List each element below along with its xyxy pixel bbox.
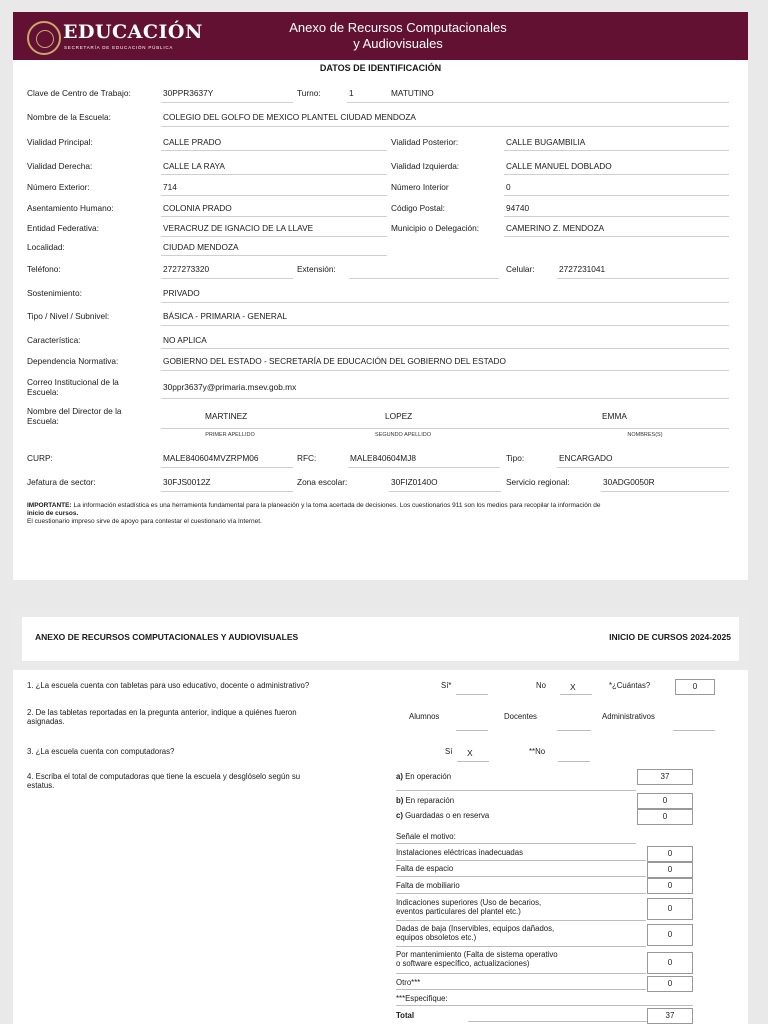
jefatura-value: 30FJS0012Z <box>163 477 211 487</box>
motivo-otro-field[interactable]: 0 <box>647 976 693 992</box>
document-title <box>248 20 548 52</box>
dependencia-label: Dependencia Normativa: <box>27 356 119 366</box>
question-1: 1. ¿La escuela cuenta con tabletas para uso educativo, docente o administrativo? <box>27 681 310 690</box>
jefatura-label: Jefatura de sector: <box>27 477 96 487</box>
motivo-electricas-field[interactable]: 0 <box>647 846 693 862</box>
q4a-text: En operación <box>402 772 452 781</box>
q4c-field[interactable]: 0 <box>637 809 693 825</box>
segundo-apellido-value: LOPEZ <box>385 411 413 421</box>
vialidad-posterior-value: CALLE BUGAMBILIA <box>506 137 586 147</box>
important-note <box>27 502 727 526</box>
q3-si-label: Sí <box>445 747 453 756</box>
question-4-line-1: 4. Escriba el total de computadoras que tiene la escuela y desglóselo según su <box>27 772 301 781</box>
localidad-label: Localidad: <box>27 242 65 252</box>
nombre-label: Nombre de la Escuela: <box>27 112 111 122</box>
note-bold: IMPORTANTE: <box>27 502 72 509</box>
q4b-letter: b) <box>396 796 404 805</box>
motivo-espacio-field[interactable]: 0 <box>647 862 693 878</box>
municipio-value: CAMERINO Z. MENDOZA <box>506 223 605 233</box>
especifique-label: ***Especifique: <box>396 994 448 1003</box>
q4b-text: En reparación <box>403 796 455 805</box>
numero-exterior-label: Número Exterior: <box>27 182 90 192</box>
identification-card <box>13 60 748 580</box>
curp-value: MALE840604MVZRPM06 <box>163 453 259 463</box>
title-line-2: y Audiovisuales <box>353 36 443 51</box>
sostenimiento-value: PRIVADO <box>163 288 200 298</box>
motivo-mantenimiento-1: Por mantenimiento (Falta de sistema operativo <box>396 950 558 959</box>
vialidad-izquierda-label: Vialidad Izquierda: <box>391 161 460 171</box>
segundo-apellido-caption: SEGUNDO APELLIDO <box>375 432 431 438</box>
telefono-label: Teléfono: <box>27 264 61 274</box>
entidad-label: Entidad Federativa: <box>27 223 99 233</box>
tipo-value: ENCARGADO <box>559 453 613 463</box>
numero-interior-value: 0 <box>506 182 511 192</box>
q1-no-label: No <box>536 681 546 690</box>
q4b-field[interactable]: 0 <box>637 793 693 809</box>
extension-label: Extensión: <box>297 264 336 274</box>
municipio-label: Municipio o Delegación: <box>391 223 480 233</box>
turno-value: MATUTINO <box>391 88 434 98</box>
question-4-line-2: estatus. <box>27 781 55 790</box>
question-2-line-2: asignadas. <box>27 717 65 726</box>
motivo-baja-1: Dadas de baja (Inservibles, equipos dañados, <box>396 924 555 933</box>
q4a-label <box>396 772 451 781</box>
localidad-value: CIUDAD MENDOZA <box>163 242 239 252</box>
codigo-postal-value: 94740 <box>506 203 530 213</box>
motivo-mobiliario: Falta de mobiliario <box>396 881 460 890</box>
motivo-label: Señale el motivo: <box>396 832 456 841</box>
motivo-electricas: Instalaciones eléctricas inadecuadas <box>396 848 523 857</box>
q1-si-label: Sí* <box>441 681 452 690</box>
caracteristica-label: Característica: <box>27 335 81 345</box>
vialidad-derecha-value: CALLE LA RAYA <box>163 161 225 171</box>
dependencia-value: GOBIERNO DEL ESTADO - SECRETARÍA DE EDUCACIÓN DEL GOBIERNO DEL ESTADO <box>163 356 506 366</box>
coat-of-arms-icon <box>27 21 61 55</box>
q4b-label <box>396 796 454 805</box>
correo-label-2: Escuela: <box>27 387 59 397</box>
nombres-value: EMMA <box>602 411 627 421</box>
telefono-value: 2727273320 <box>163 264 210 274</box>
zona-value: 30FIZ0140O <box>391 477 438 487</box>
vialidad-principal-value: CALLE PRADO <box>163 137 222 147</box>
servicio-label: Servicio regional: <box>506 477 570 487</box>
primer-apellido-value: MARTINEZ <box>205 411 248 421</box>
tipo-nivel-label: Tipo / Nivel / Subnivel: <box>27 311 110 321</box>
asentamiento-label: Asentamiento Humano: <box>27 203 114 213</box>
note-text: La información estadística es una herramienta fundamental para la planeación y la toma acertada de decisiones. Los cuestionarios 911 son los medios para recopilar la información de <box>71 502 601 509</box>
q1-cuantas-field[interactable]: 0 <box>675 679 715 695</box>
section-title: DATOS DE IDENTIFICACIÓN <box>319 63 442 73</box>
q4a-field[interactable]: 37 <box>637 769 693 785</box>
numero-interior-label: Número Interior <box>391 182 449 192</box>
q3-si-mark[interactable]: X <box>467 748 473 758</box>
correo-value: 30ppr3637y@primaria.msev.gob.mx <box>163 382 297 392</box>
turno-label: Turno: <box>297 88 321 98</box>
curp-label: CURP: <box>27 453 53 463</box>
motivo-espacio: Falta de espacio <box>396 864 454 873</box>
entidad-value: VERACRUZ DE IGNACIO DE LA LLAVE <box>163 223 314 233</box>
header-banner <box>13 12 748 60</box>
clave-label: Clave de Centro de Trabajo: <box>27 88 131 98</box>
motivo-mobiliario-field[interactable]: 0 <box>647 878 693 894</box>
servicio-value: 30ADG0050R <box>603 477 655 487</box>
celular-label: Celular: <box>506 264 535 274</box>
q4c-label <box>396 811 489 820</box>
logo-word: EDUCACIÓN <box>63 21 203 43</box>
motivo-indicaciones-1: Indicaciones superiores (Uso de becarios, <box>396 898 542 907</box>
nombre-value: COLEGIO DEL GOLFO DE MEXICO PLANTEL CIUDAD MENDOZA <box>163 112 416 122</box>
motivo-mantenimiento-field[interactable]: 0 <box>647 952 693 974</box>
asentamiento-value: COLONIA PRADO <box>163 203 232 213</box>
numero-exterior-value: 714 <box>163 182 177 192</box>
director-label-2: Escuela: <box>27 416 59 426</box>
q1-cuantas-label: *¿Cuántas? <box>609 681 651 690</box>
vialidad-posterior-label: Vialidad Posterior: <box>391 137 459 147</box>
motivo-indicaciones-2: eventos particulares del plantel etc.) <box>396 907 521 916</box>
caracteristica-value: NO APLICA <box>163 335 207 345</box>
nombres-caption: NOMBRES(S) <box>627 432 663 438</box>
motivo-mantenimiento-2: o software específico, actualizaciones) <box>396 959 530 968</box>
q4c-letter: c) <box>396 811 403 820</box>
sostenimiento-label: Sostenimiento: <box>27 288 82 298</box>
logo-subtitle: SECRETARÍA DE EDUCACIÓN PÚBLICA <box>64 45 174 50</box>
question-3: 3. ¿La escuela cuenta con computadoras? <box>27 747 175 756</box>
vialidad-principal-label: Vialidad Principal: <box>27 137 93 147</box>
tipo-label: Tipo: <box>506 453 525 463</box>
total-label: Total <box>396 1011 415 1020</box>
tipo-nivel-value: BÁSICA - PRIMARIA - GENERAL <box>163 311 288 321</box>
vialidad-izquierda-value: CALLE MANUEL DOBLADO <box>506 161 612 171</box>
question-2-line-1: 2. De las tabletas reportadas en la pregunta anterior, indique a quiénes fueron <box>27 708 297 717</box>
q2-alumnos-label: Alumnos <box>409 712 440 721</box>
zona-label: Zona escolar: <box>297 477 348 487</box>
anexo-title: ANEXO DE RECURSOS COMPUTACIONALES Y AUDIOVISUALES <box>35 632 299 642</box>
codigo-postal-label: Código Postal: <box>391 203 445 213</box>
motivo-baja-field[interactable]: 0 <box>647 924 693 946</box>
q1-no-mark[interactable]: X <box>570 682 576 692</box>
clave-value: 30PPR3637Y <box>163 88 214 98</box>
q3-no-label: **No <box>529 747 546 756</box>
rfc-label: RFC: <box>297 453 317 463</box>
motivo-baja-2: equipos obsoletos etc.) <box>396 933 477 942</box>
q4a-letter: a) <box>396 772 403 781</box>
q4c-text: Guardadas o en reserva <box>402 811 490 820</box>
total-field[interactable]: 37 <box>647 1008 693 1024</box>
correo-label-1: Correo Institucional de la <box>27 377 119 387</box>
note-bold-2: inicio de cursos. <box>27 510 79 517</box>
rfc-value: MALE840604MJ8 <box>350 453 416 463</box>
note-line-3: El cuestionario impreso sirve de apoyo para contestar el cuestionario vía Internet. <box>27 518 262 525</box>
director-label-1: Nombre del Director de la <box>27 406 122 416</box>
motivo-indicaciones-field[interactable]: 0 <box>647 898 693 920</box>
anexo-period: INICIO DE CURSOS 2024-2025 <box>609 632 731 642</box>
q2-admin-label: Administrativos <box>602 712 655 721</box>
primer-apellido-caption: PRIMER APELLIDO <box>205 432 255 438</box>
celular-value: 2727231041 <box>559 264 606 274</box>
title-line-1: Anexo de Recursos Computacionales <box>289 20 507 35</box>
q2-docentes-label: Docentes <box>504 712 537 721</box>
turno-number: 1 <box>349 88 354 98</box>
anexo-header <box>13 608 748 670</box>
vialidad-derecha-label: Vialidad Derecha: <box>27 161 93 171</box>
anexo-card <box>13 608 748 1024</box>
motivo-otro: Otro*** <box>396 978 421 987</box>
